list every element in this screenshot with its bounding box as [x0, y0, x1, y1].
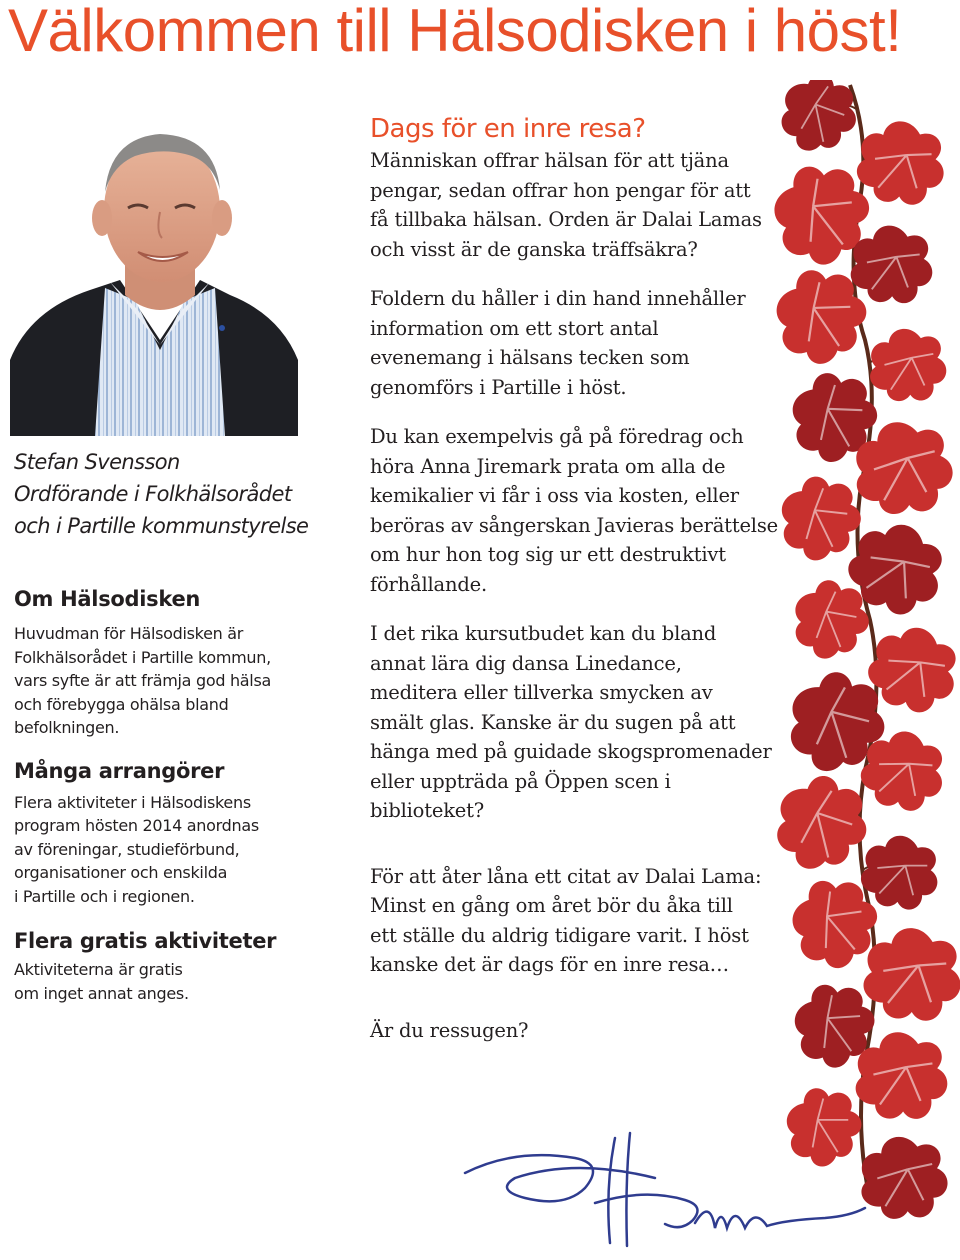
- article-paragraph: Du kan exempelvis gå på föredrag och höra Anna Jiremark prata om alla de kemikalier vi får i oss via kosten, eller beröras av sångerskan Javieras berättelse om hur hon tog sig ur ett destruktivt förhållande.: [370, 425, 778, 596]
- section-body: Huvudman för Hälsodisken är Folkhälsorådet i Partille kommun, vars syfte är att främja god hälsa och förebygga ohälsa bland befolkningen.: [14, 624, 271, 737]
- section-manga-arrangorer: [14, 756, 344, 909]
- section-heading: Om Hälsodisken: [14, 587, 201, 611]
- caption-name: Stefan Svensson: [14, 450, 180, 474]
- autumn-vine-leaves-icon: [770, 80, 960, 1260]
- article-paragraph: Foldern du håller i din hand innehåller information om ett stort antal evenemang i hälsans tecken som genomförs i Partille i höst.: [370, 287, 746, 399]
- section-heading: Många arrangörer: [14, 758, 225, 783]
- section-om-halsodisken: [14, 584, 344, 740]
- portrait-photo: [10, 110, 298, 436]
- caption-role-line-1: Ordförande i Folkhälsorådet: [14, 482, 292, 506]
- left-column: [14, 584, 344, 1005]
- section-body: Flera aktiviteter i Hälsodiskens program hösten 2014 anordnas av föreningar, studieförbund, organisationer och enskilda i Partille och i regionen.: [14, 792, 259, 906]
- section-gratis-aktiviteter: [14, 926, 344, 1005]
- section-body: Aktiviteterna är gratis om inget annat anges.: [14, 960, 189, 1003]
- article-paragraph: För att åter låna ett citat av Dalai Lama: Minst en gång om året bör du åka till ett ställe du aldrig tidigare varit. I höst kanske det är dags för en inre resa…: [370, 864, 762, 976]
- article-heading: Dags för en inre resa?: [370, 114, 646, 144]
- right-column: [370, 112, 790, 1045]
- signature-icon: [455, 1128, 875, 1253]
- article-paragraph: I det rika kursutbudet kan du bland annat lära dig dansa Linedance, meditera eller tillverka smycken av smält glas. Kanske är du sugen på att hänga med på guidade skogspromenader eller uppträda på Öppen scen i biblioteket?: [370, 622, 772, 822]
- article-paragraph: Människan offrar hälsan för att tjäna pengar, sedan offrar hon pengar för att få tillbaka hälsan. Orden är Dalai Lamas och visst är de ganska träffsäkra?: [370, 149, 762, 261]
- portrait-image: [10, 110, 298, 436]
- closing-question: Är du ressugen?: [370, 1018, 529, 1042]
- portrait-caption: [14, 446, 344, 542]
- caption-role-line-2: och i Partille kommunstyrelse: [14, 514, 309, 538]
- section-heading: Flera gratis aktiviteter: [14, 929, 277, 953]
- page-title: Välkommen till Hälsodisken i höst!: [8, 0, 902, 64]
